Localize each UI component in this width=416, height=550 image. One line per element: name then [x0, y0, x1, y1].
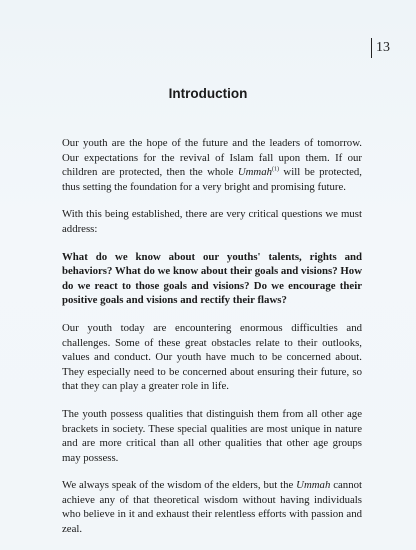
paragraph-6-part-b: cannot achieve any of that theoretical wisdom without having individuals who believe in it and exhaust their relentless efforts with passion and zeal.: [62, 479, 362, 536]
paragraph-1-part-a: Our youth are the hope of the future and the leaders of tomorrow. Our expectations for the revival of Islam fall upon them. If our children are protected, then the whole: [62, 137, 362, 179]
paragraph-1-part-b: will be protected, thus setting the foundation for a very bright and promising future.: [62, 166, 363, 193]
paragraph-2: With this being established, there are very critical questions we must address:: [62, 208, 362, 235]
ummah-term: Ummah: [237, 166, 273, 179]
page-title: Introduction: [168, 86, 248, 101]
paragraph-6-part-a: We always speak of the wisdom of the elders, but the: [62, 479, 297, 492]
page-number-rule: [371, 38, 372, 58]
paragraph-6: [62, 478, 362, 536]
paragraph-1: [62, 136, 362, 194]
paragraph-questions: What do we know about our youths' talents, rights and behaviors? What do we know about their goals and visions? How do we react to those goals and visions? Do we encourage their positive goals and visions and rectify their flaws?: [62, 250, 362, 307]
body-text: [62, 136, 362, 550]
ummah-term-2: Ummah: [296, 479, 331, 492]
page-number-block: [371, 37, 390, 59]
paragraph-4: Our youth today are encountering enormous difficulties and challenges. Some of these great obstacles relate to their outlooks, values and conduct. Our youth have much to be concerned about. They especially need to be concerned about ensuring their future, so that they can play a greater role in life.: [62, 321, 362, 393]
page-number: 13: [376, 40, 390, 55]
footnote-marker: (1): [272, 166, 280, 173]
paragraph-5: The youth possess qualities that distinguish them from all other age brackets in society. These special qualities are most unique in nature and are more critical than all other qualities that other age groups may possess.: [62, 407, 362, 464]
